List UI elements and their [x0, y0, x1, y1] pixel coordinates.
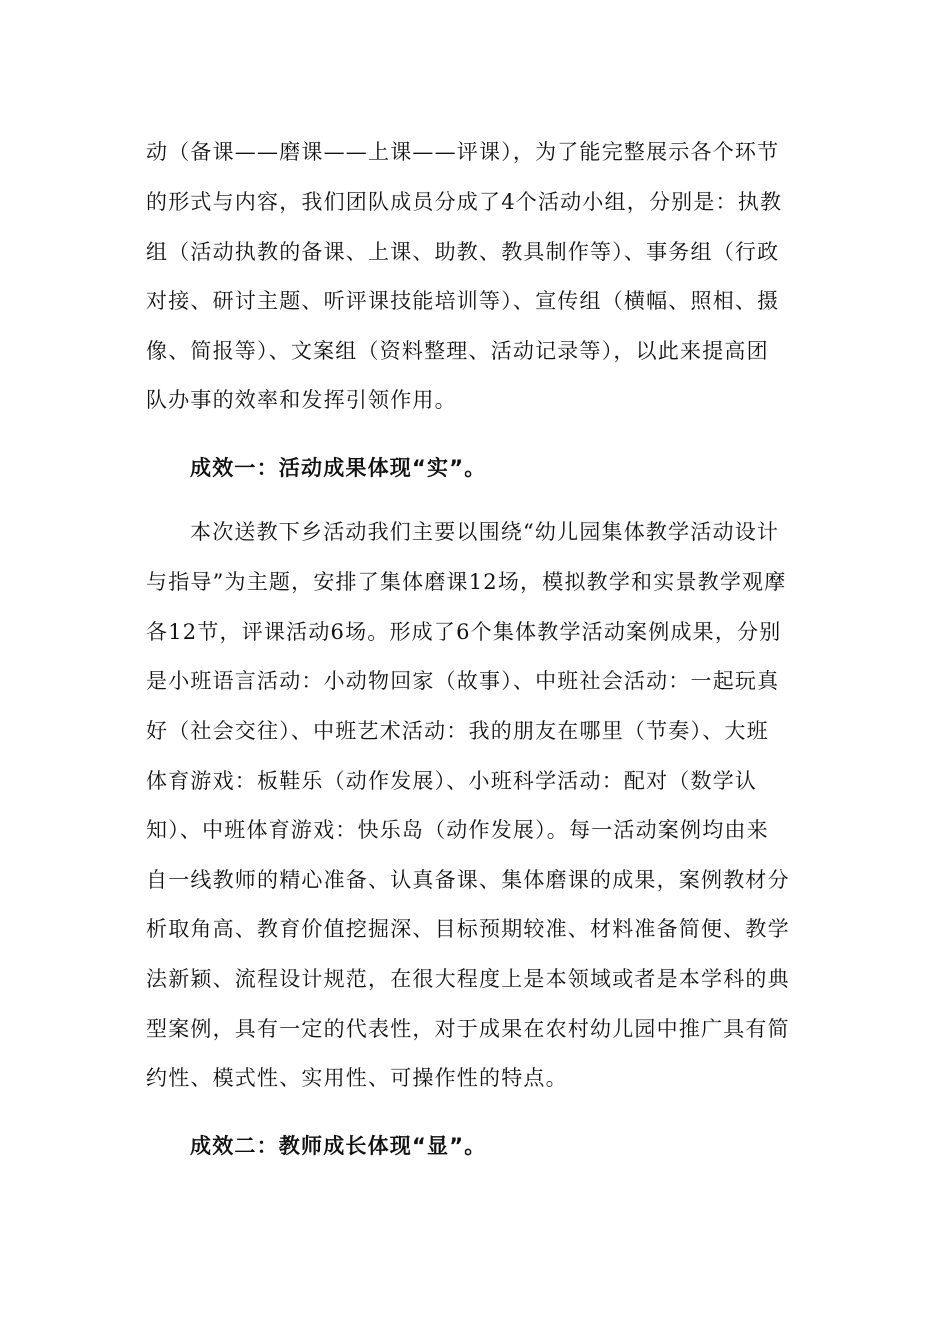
- paragraph-2-line-10: 法新颖、流程设计规范，在很大程度上是本领域或者是本学科的典: [146, 967, 790, 991]
- paragraph-2-line-2: 与指导”为主题，安排了集体磨课12场，模拟教学和实景教学观摩: [146, 570, 787, 594]
- paragraph-2-line-3: 各12节，评课活动6场。形成了6个集体教学活动案例成果，分别: [146, 620, 782, 644]
- paragraph-2-line-1: 本次送教下乡活动我们主要以围绕“幼儿园集体教学活动设计: [190, 520, 780, 544]
- paragraph-2-line-11: 型案例，具有一定的代表性，对于成果在农村幼儿园中推广具有简: [146, 1017, 790, 1041]
- paragraph-1-line-5: 像、简报等）、文案组（资料整理、活动记录等），以此来提高团: [146, 339, 769, 363]
- paragraph-1-line-1: 动（备课——磨课——上课——评课），为了能完整展示各个环节: [146, 140, 780, 164]
- paragraph-2-line-4: 是小班语言活动：小动物回家（故事）、中班社会活动：一起玩真: [146, 669, 780, 693]
- paragraph-2-line-8: 自一线教师的精心准备、认真备课、集体磨课的成果，案例教材分: [146, 868, 790, 892]
- paragraph-2-line-7: 知）、中班体育游戏：快乐岛（动作发展）。每一活动案例均由来: [146, 818, 769, 842]
- paragraph-1-line-3: 组（活动执教的备课、上课、助教、教具制作等）、事务组（行政: [146, 240, 780, 264]
- paragraph-1-line-4: 对接、研讨主题、听评课技能培训等）、宣传组（横幅、照相、摄: [146, 289, 780, 313]
- paragraph-2-line-5: 好（社会交往）、中班艺术活动：我的朋友在哪里（节奏）、大班: [146, 719, 769, 743]
- paragraph-2-line-12: 约性、模式性、实用性、可操作性的特点。: [146, 1066, 568, 1090]
- paragraph-2-line-9: 析取角高、教育价值挖掘深、目标预期较准、材料准备简便、教学: [146, 917, 790, 941]
- paragraph-1-line-2: 的形式与内容，我们团队成员分成了4个活动小组，分别是：执教: [146, 190, 783, 214]
- section-heading-1: 成效一：活动成果体现“实”。: [190, 456, 487, 480]
- paragraph-2-line-6: 体育游戏：板鞋乐（动作发展）、小班科学活动：配对（数学认: [146, 769, 758, 793]
- section-heading-2: 成效二：教师成长体现“显”。: [190, 1134, 487, 1158]
- paragraph-1-line-6: 队办事的效率和发挥引领作用。: [146, 388, 457, 412]
